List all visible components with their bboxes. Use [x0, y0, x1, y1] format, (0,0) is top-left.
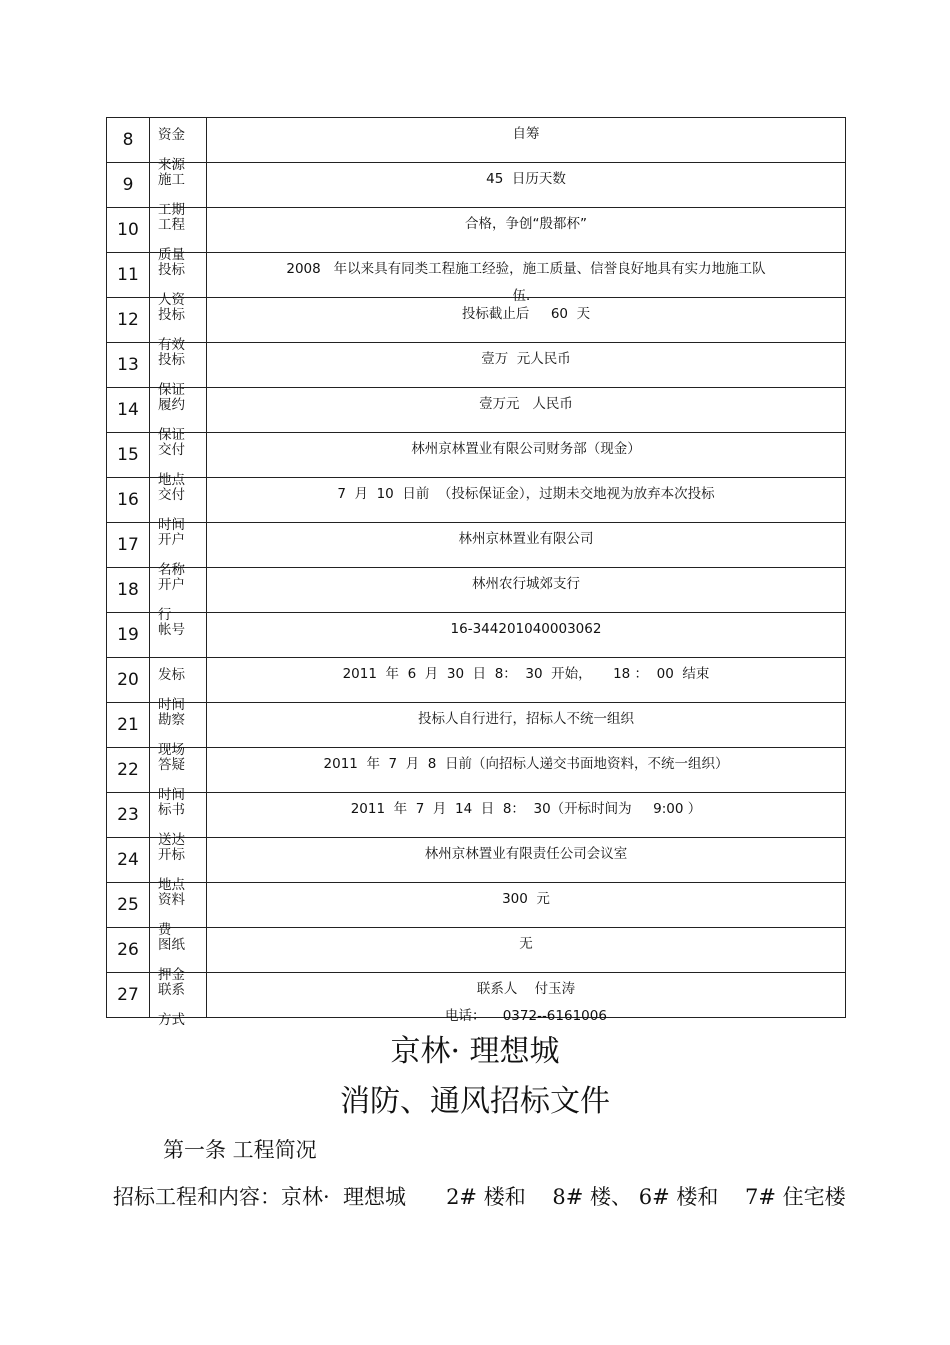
bid-info-table-body	[107, 118, 846, 1028]
row-item-label: 开户名称	[158, 532, 185, 578]
row-content-cell	[207, 523, 846, 568]
row-item-cell	[150, 523, 207, 578]
row-number: 23	[107, 793, 150, 838]
row-content-cell	[207, 973, 846, 1024]
row-number: 17	[107, 523, 150, 568]
row-content-cell	[207, 163, 846, 208]
bid-info-table	[106, 117, 846, 1028]
row-content-text: 林州京林置业有限责任公司会议室	[424, 846, 628, 862]
row-item-cell	[150, 478, 207, 533]
table-row	[107, 298, 846, 343]
row-item-label: 发标时间	[158, 667, 185, 713]
row-item-label: 交付地点	[158, 442, 185, 488]
section-heading: 第一条 工程简况	[163, 1138, 317, 1162]
row-item-label: 履约保证	[158, 397, 185, 443]
row-number: 19	[107, 613, 150, 658]
row-item-label: 资料费	[158, 892, 185, 938]
row-item-label: 投标保证	[158, 352, 185, 398]
row-content-text: 2011 年 7 月 14 日 8： 30（开标时间为 9:00 ）	[350, 801, 702, 817]
row-content-text: 投标人自行进行，招标人不统一组织	[418, 711, 634, 727]
row-item-label: 帐号	[158, 622, 185, 638]
row-item-label: 勘察现场	[158, 712, 185, 758]
row-item-label: 图纸押金	[158, 937, 185, 983]
row-content-cell	[207, 883, 846, 928]
row-item-cell	[150, 253, 207, 308]
row-item-cell	[150, 658, 207, 713]
row-item-cell	[150, 388, 207, 443]
row-item-cell	[150, 928, 207, 983]
row-content-text: 2011 年 6 月 30 日 8： 30 开始， 18 ： 00 结束	[342, 666, 710, 682]
table-row	[107, 208, 846, 253]
row-number: 16	[107, 478, 150, 523]
row-content-cell	[207, 703, 846, 748]
row-number: 26	[107, 928, 150, 973]
row-item-label: 开标地点	[158, 847, 185, 893]
row-content-text: 300 元	[502, 891, 550, 907]
row-content-text: 合格，争创“殷都杯”	[465, 216, 587, 232]
row-content-cell	[207, 343, 846, 388]
row-number: 25	[107, 883, 150, 928]
row-item-cell	[150, 793, 207, 848]
row-number: 13	[107, 343, 150, 388]
row-content-cell	[207, 118, 846, 163]
row-item-label: 答疑时间	[158, 757, 185, 803]
row-number: 9	[107, 163, 150, 208]
row-content-cell	[207, 388, 846, 433]
row-content-cell	[207, 253, 846, 304]
table-row	[107, 928, 846, 973]
document-title-project: 京林· 理想城	[390, 1034, 560, 1069]
row-content-cell	[207, 748, 846, 793]
row-content-text: 自筹	[512, 126, 540, 142]
row-number: 27	[107, 973, 150, 1018]
row-number: 20	[107, 658, 150, 703]
row-content-cell	[207, 838, 846, 883]
scope-paragraph: 招标工程和内容：京林· 理想城 2# 楼和 8# 楼、 6# 楼和 7# 住宅楼	[113, 1185, 846, 1209]
row-item-label: 投标有效	[158, 307, 185, 353]
row-content-cell	[207, 568, 846, 613]
row-content-text: 投标截止后 60 天	[461, 306, 591, 322]
table-row	[107, 388, 846, 433]
row-content-cell	[207, 208, 846, 253]
table-row	[107, 973, 846, 1018]
row-content-text: 壹万 元人民币	[481, 351, 571, 367]
document-title-main: 消防、通风招标文件	[340, 1084, 610, 1119]
row-item-label: 联系方式	[158, 982, 185, 1028]
row-item-cell	[150, 118, 207, 173]
row-content-text: 16-344201040003062	[450, 621, 602, 637]
row-content-cell	[207, 433, 846, 478]
row-content-cell	[207, 928, 846, 973]
row-number: 18	[107, 568, 150, 613]
row-content-cell	[207, 298, 846, 343]
row-item-cell	[150, 208, 207, 263]
table-row	[107, 703, 846, 748]
row-item-cell	[150, 838, 207, 893]
table-row	[107, 748, 846, 793]
row-item-cell	[150, 163, 207, 218]
table-row	[107, 883, 846, 928]
row-content-text: 无	[519, 936, 533, 952]
row-item-label: 标书送达	[158, 802, 185, 848]
row-item-label: 交付时间	[158, 487, 185, 533]
table-row	[107, 343, 846, 388]
row-item-cell	[150, 703, 207, 758]
row-content-text: 壹万元 人民币	[479, 396, 573, 412]
row-item-cell	[150, 568, 207, 623]
row-number: 10	[107, 208, 150, 253]
row-number: 24	[107, 838, 150, 883]
table-row	[107, 433, 846, 478]
row-item-cell	[150, 613, 207, 658]
row-item-label: 投标人资	[158, 262, 185, 308]
row-content-cell	[207, 478, 846, 523]
row-content-text: 45 日历天数	[486, 171, 566, 187]
table-row	[107, 253, 846, 298]
table-row	[107, 163, 846, 208]
row-number: 15	[107, 433, 150, 478]
row-item-label: 开户行	[158, 577, 185, 623]
row-content-text: 林州农行城郊支行	[472, 576, 580, 592]
row-item-label: 资金来源	[158, 127, 185, 173]
row-content-text: 2008 年以来具有同类工程施工经验，施工质量、信誉良好地具有实力地施工队 伍．	[286, 261, 766, 304]
row-item-cell	[150, 748, 207, 803]
row-item-label: 施工工期	[158, 172, 185, 218]
row-content-text: 联系人 付玉涛 电话： 0372--6161006	[445, 981, 607, 1024]
table-row	[107, 793, 846, 838]
row-item-cell	[150, 973, 207, 1028]
row-item-cell	[150, 433, 207, 488]
row-content-text: 林州京林置业有限公司财务部（现金）	[411, 441, 641, 457]
table-row	[107, 838, 846, 883]
table-row	[107, 658, 846, 703]
row-content-cell	[207, 613, 846, 658]
row-number: 11	[107, 253, 150, 298]
row-content-text: 2011 年 7 月 8 日前（向招标人递交书面地资料，不统一组织）	[323, 756, 729, 772]
row-content-cell	[207, 658, 846, 703]
table-row	[107, 478, 846, 523]
row-number: 22	[107, 748, 150, 793]
table-row	[107, 118, 846, 163]
row-item-cell	[150, 883, 207, 938]
row-item-cell	[150, 298, 207, 353]
row-number: 12	[107, 298, 150, 343]
row-content-text: 林州京林置业有限公司	[458, 531, 594, 547]
row-content-text: 7 月 10 日前 （投标保证金），过期未交地视为放弃本次投标	[337, 486, 715, 502]
table-row	[107, 613, 846, 658]
row-item-label: 工程质量	[158, 217, 185, 263]
table-row	[107, 523, 846, 568]
row-number: 14	[107, 388, 150, 433]
row-number: 21	[107, 703, 150, 748]
row-item-cell	[150, 343, 207, 398]
row-number: 8	[107, 118, 150, 163]
row-content-cell	[207, 793, 846, 838]
table-row	[107, 568, 846, 613]
